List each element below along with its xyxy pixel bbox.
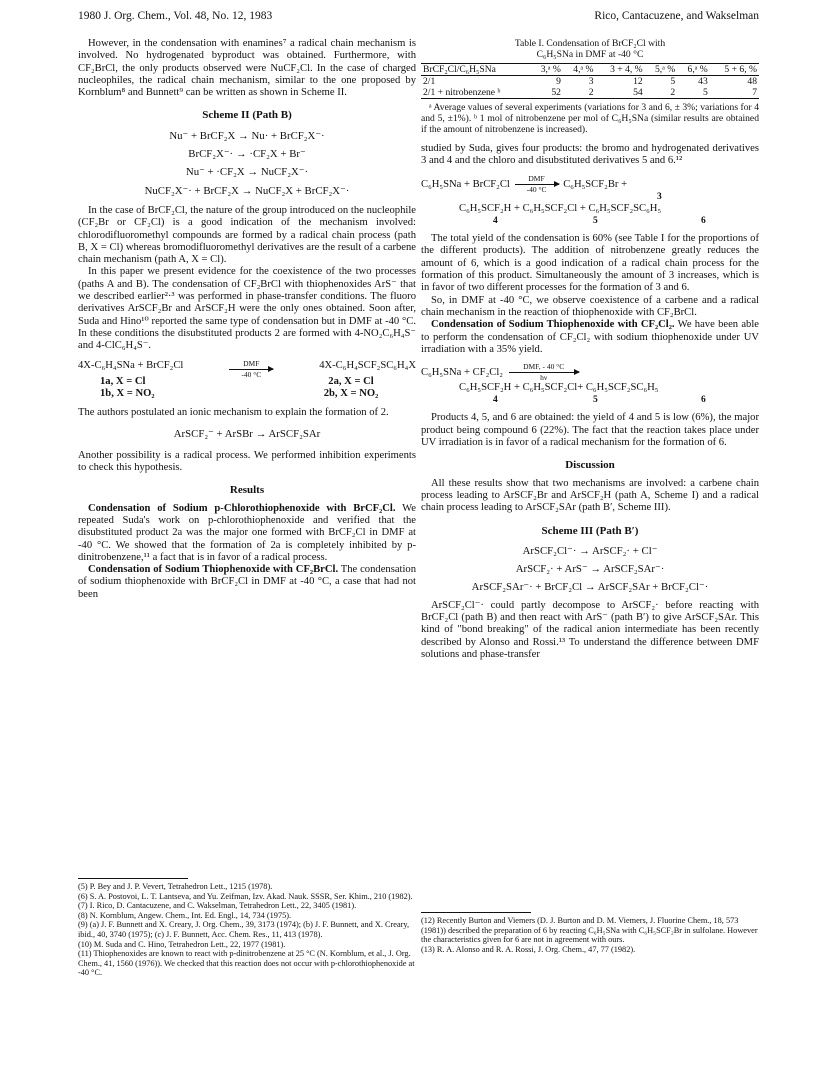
label-2b: 2b, X = NO₂	[323, 387, 379, 399]
table-cell: 2/1 + nitrobenzene ᵇ	[423, 87, 501, 98]
paragraph: The authors postulated an ionic mechanism to explain the formation of 2.	[78, 407, 389, 419]
reaction-3-reactants: C₆H₅SNa + CF₂Cl₂	[421, 367, 503, 379]
table-cell: 9	[556, 76, 561, 87]
scheme-iii-eq-3: ArSCF₂SAr⁻· + BrCF₂Cl → ArSCF₂SAr + BrCF₂Cl⁻·	[471, 581, 709, 594]
subsection-heading: Condensation of Sodium Thiophenoxide with CF₂Cl₂.	[431, 319, 675, 331]
right-footnotes	[421, 912, 759, 954]
footnote: (12) Recently Burton and Viemers (D. J. Burton and D. M. Viemers, J. Fluorine Chem., 18, 573 (1981)) described the preparation of 6 by reacting C₆H₅SNa with C₆H₅SCF₂Br in sulfolane. However the characteristics given for 6 are not in agreement with ours.	[421, 916, 758, 945]
discussion-heading: Discussion	[565, 459, 615, 472]
footnote: (9) (a) J. F. Bunnett and X. Creary, J. Org. Chem., 39, 3173 (1974); (b) J. F. Bunnett, and X. Creary, ibid., 40, 3740 (1975); (c) J. F. Bunnett, Acc. Chem. Res., 11, 413 (1978).	[78, 920, 410, 939]
header-right: Rico, Cantacuzene, and Wakselman	[594, 10, 759, 22]
table-cell: 12	[633, 76, 643, 87]
paragraph: All these results show that two mechanisms are involved: a carbene chain process leading to ArSCF₂Br and ArSCF₂H (path A, Scheme I) and a radical chain process leading to ArSCF₂SAr (path B′, Scheme III).	[421, 477, 759, 514]
paragraph: In the case of BrCF₂Cl, the nature of the group introduced on the nucleophile (CF₂Br or CF₂Cl) is a good indication of the mechanism involved: chlorodifluoromethyl compounds are formed by a radical chain process (path B, X = Cl) whereas bromodifluoromethyl derivatives are the result of a carbene chain mechanism (path A, X = Cl).	[78, 204, 416, 266]
footnote: (13) R. A. Alonso and R. A. Rossi, J. Org. Chem., 47, 77 (1982).	[421, 944, 636, 954]
reaction-1	[78, 360, 416, 401]
table-cell: 5	[702, 87, 708, 98]
table-cell: 5	[670, 76, 676, 87]
paragraph	[78, 564, 416, 601]
subsection-heading: Condensation of Sodium Thiophenoxide with CF₂BrCl.	[88, 564, 339, 576]
footnote: (8) N. Kornblum, Angew. Chem., Int. Ed. Engl., 14, 734 (1975).	[78, 910, 292, 920]
table-cell: 48	[747, 76, 757, 87]
reaction-arrow	[229, 360, 273, 379]
reaction-arrow	[515, 175, 559, 194]
table-cell: 43	[698, 76, 708, 87]
compound-number: 3	[657, 191, 662, 202]
table-header: 3,ᵃ %	[540, 64, 561, 75]
table-cell: 7	[752, 87, 757, 98]
ionic-equation: ArSCF₂⁻ + ArSBr → ArSCF₂SAr	[173, 428, 321, 441]
scheme-iii-eq-2: ArSCF₂· + ArS⁻ → ArSCF₂SAr⁻·	[515, 563, 665, 576]
table-cell: 2	[670, 87, 676, 98]
footnote: (10) M. Suda and C. Hino, Tetrahedron Lett., 22, 1977 (1981).	[78, 939, 286, 949]
table-cell: 54	[633, 87, 643, 98]
arrow-above-label: DMF	[528, 173, 545, 183]
arrow-below-label: -40 °C	[526, 184, 547, 194]
arrow-below-label: -40 °C	[241, 369, 262, 379]
paragraph: The total yield of the condensation is 60% (see Table I for the proportions of the different products). The addition of nitrobenzene greatly reduces the amount of 6, which is a good indication of a radical chain process for the formation of this product. Simultaneously the amount of 3 increases, which is in favor of two different processes for the formation of 3 and 6.	[421, 233, 759, 294]
label-2a: 2a, X = Cl	[328, 375, 374, 387]
yield-table	[421, 63, 759, 99]
reaction-2	[421, 175, 759, 227]
table-title: Table I. Condensation of BrCF₂Cl with	[514, 38, 666, 49]
reaction-2-reactants: C₆H₅SNa + BrCF₂Cl	[421, 178, 510, 190]
results-heading: Results	[229, 484, 265, 497]
label-1a: 1a, X = Cl	[100, 375, 146, 387]
label-1b: 1b, X = NO₂	[100, 387, 155, 399]
table-row	[421, 76, 759, 88]
paragraph: Products 4, 5, and 6 are obtained: the yield of 4 and 5 is low (6%), the major product being compound 6 (22%). The fact that the reaction takes place under UV irradiation is in favor of a radical mechanism for the formation of 6.	[421, 412, 759, 449]
reaction-arrow	[508, 363, 580, 382]
scheme-ii-eq-1: Nu⁻ + BrCF₂X → Nu· + BrCF₂X⁻·	[169, 129, 325, 142]
reaction-2-product-3: C₆H₅SCF₂Br +	[563, 178, 628, 190]
compound-number: 5	[593, 216, 598, 227]
paragraph	[421, 319, 759, 356]
left-column	[78, 38, 416, 601]
footnote: (7) I. Rico, D. Cantacuzene, and C. Wakselman, Tetrahedron Lett., 22, 3405 (1981).	[78, 901, 357, 911]
table-cell: 3	[588, 76, 594, 87]
table-title-line2: C₆H₅SNa in DMF at -40 °C	[536, 49, 644, 60]
left-footnotes	[78, 878, 416, 978]
compound-number: 4	[493, 216, 498, 227]
compound-number: 6	[701, 395, 706, 406]
scheme-iii-title: Scheme III (Path B′)	[541, 524, 639, 537]
compound-number: 6	[701, 216, 706, 227]
scheme-ii-eq-2: BrCF₂X⁻· → ·CF₂X + Br⁻	[188, 148, 306, 161]
paragraph: ArSCF₂Cl⁻· could partly decompose to ArSCF₂· before reacting with BrCF₂Cl (path B) and then react with ArS⁻ (path B′) to give ArSCF₂SAr. This kind of "bond breaking" of the radical anion intermediate has been recently described by Alonso and Rossi.¹³ To understand the difference between DMF solutions and phase-transfer	[421, 599, 759, 660]
footnote: (6) S. A. Postovoi, L. T. Lantseva, and Yu. Zeifman, Izv. Akad. Nauk. SSSR, Ser. Khim., 210 (1982).	[78, 891, 413, 901]
footnote: (5) P. Bey and J. P. Vevert, Tetrahedron Lett., 1215 (1978).	[78, 882, 273, 891]
table-1	[421, 38, 759, 135]
paragraph-text: We repeated Suda's work on p-chlorothiophenoxide and verified that the disubstituted product 2a was the major one formed with BrCF₂Cl in DMF at -40 °C. We showed that the formation of 2a is completely inhibited by p-dinitrobenzene,¹¹ a fact that is in favor of a radical process.	[78, 502, 417, 563]
paragraph: However, in the condensation with enamines⁷ a radical chain mechanism is involved. No hydrogenated byproduct was obtained. Furthermore, with CF₂BrCl, the only products observed were NuCF₂Cl. In the case of charged nucleophiles, the radical chain mechanism, similar to the one proposed by Kornblum⁸ and Bunnett⁹ can be written as shown in Scheme II.	[78, 38, 416, 99]
scheme-ii-eq-3: Nu⁻ + ·CF₂X → NuCF₂X⁻·	[185, 166, 309, 179]
compound-number: 4	[493, 395, 498, 406]
reaction-3	[421, 363, 759, 405]
table-cell: 2	[588, 87, 594, 98]
compound-number: 5	[593, 395, 598, 406]
footnote: (11) Thiophenoxides are known to react with p-dinitrobenzene at 25 °C (N. Kornblum, et al., J. Org. Chem., 41, 1560 (1976)). We checked that this reaction does not occur with p-chlorothiophenoxide at -40 °C.	[78, 949, 415, 978]
subsection-heading: Condensation of Sodium p-Chlorothiophenoxide with BrCF₂Cl.	[88, 502, 396, 514]
table-row	[421, 87, 759, 99]
scheme-ii-eq-4: NuCF₂X⁻· + BrCF₂X → NuCF₂X + BrCF₂X⁻·	[144, 184, 350, 197]
table-header: BrCF₂Cl/C₆H₅SNa	[423, 64, 496, 75]
table-header: 3 + 4, %	[610, 64, 643, 75]
table-footnote: ᵃ Average values of several experiments (variations for 3 and 6, ± 3%; variations for 4 and 5, ±1%). ᵇ 1 mol of nitrobenzene per mol of C₆H₅SNa (similar results are obtained if the amount of nitrobenzene is increased).	[421, 102, 759, 135]
header-left: 1980 J. Org. Chem., Vol. 48, No. 12, 1983	[78, 10, 273, 22]
paragraph-text: We have been able to perform the condensation of CF₂Cl₂ with sodium thiophenoxide under UV irradiation with a 35% yield.	[421, 319, 759, 355]
reaction-2-products: C₆H₅SCF₂H + C₆H₅SCF₂Cl + C₆H₅SCF₂SC₆H₅	[459, 202, 662, 214]
paragraph-text: The condensation of sodium thiophenoxide with BrCF₂Cl in DMF at -40 °C, a case that had not been	[78, 564, 417, 600]
table-cell: 52	[551, 87, 561, 98]
paragraph: So, in DMF at -40 °C, we observe coexistence of a carbene and a radical chain mechanism in the reaction of thiophenoxide with CF₂BrCl.	[421, 294, 759, 318]
reaction-1-reactants: 4X-C₆H₄SNa + BrCF₂Cl	[78, 359, 184, 371]
scheme-iii-eq-1: ArSCF₂Cl⁻· → ArSCF₂· + Cl⁻	[522, 544, 658, 557]
table-header: 4,ᵃ %	[573, 64, 594, 75]
reaction-3-products: C₆H₅SCF₂H + C₆H₅SCF₂Cl+ C₆H₅SCF₂SC₆H₅	[459, 382, 659, 394]
paragraph: studied by Suda, gives four products: the bromo and hydrogenated derivatives 3 and 4 and the chloro and disubstituted derivatives 5 and 6.¹²	[421, 143, 759, 167]
right-column	[421, 38, 759, 661]
table-header: 6,ᵃ %	[687, 64, 708, 75]
table-header: 5 + 6, %	[724, 64, 757, 75]
reaction-1-product: 4X-C₆H₄SCF₂SC₆H₄X	[319, 359, 416, 371]
table-header: 5,ᵃ %	[655, 64, 676, 75]
scheme-ii-title: Scheme II (Path B)	[202, 109, 292, 122]
paragraph: Another possibility is a radical process. We performed inhibition experiments to check this hypothesis.	[78, 449, 416, 474]
table-cell: 2/1	[423, 76, 436, 87]
arrow-above-label: DMF, - 40 °C	[523, 362, 565, 372]
running-header	[78, 10, 759, 28]
arrow-below-label: hν	[540, 373, 548, 383]
arrow-above-label: DMF	[243, 358, 260, 368]
paragraph	[78, 503, 416, 564]
paragraph: In this paper we present evidence for the coexistence of the two processes (paths A and B). The condensation of CF₂BrCl with thiophenoxides ArS⁻ that we described earlier²·³ was performed in phase-transfer conditions. The fluoro derivatives ArSCF₂Br and ArSCF₂H were the only ones obtained. Soon after, Suda and Hino¹⁰ reported the same type of condensation but in DMF at -40 °C. In these conditions the disubstituted products 2 are formed with 4-NO₂C₆H₄S⁻ and 4-ClC₆H₄S⁻.	[78, 266, 416, 352]
